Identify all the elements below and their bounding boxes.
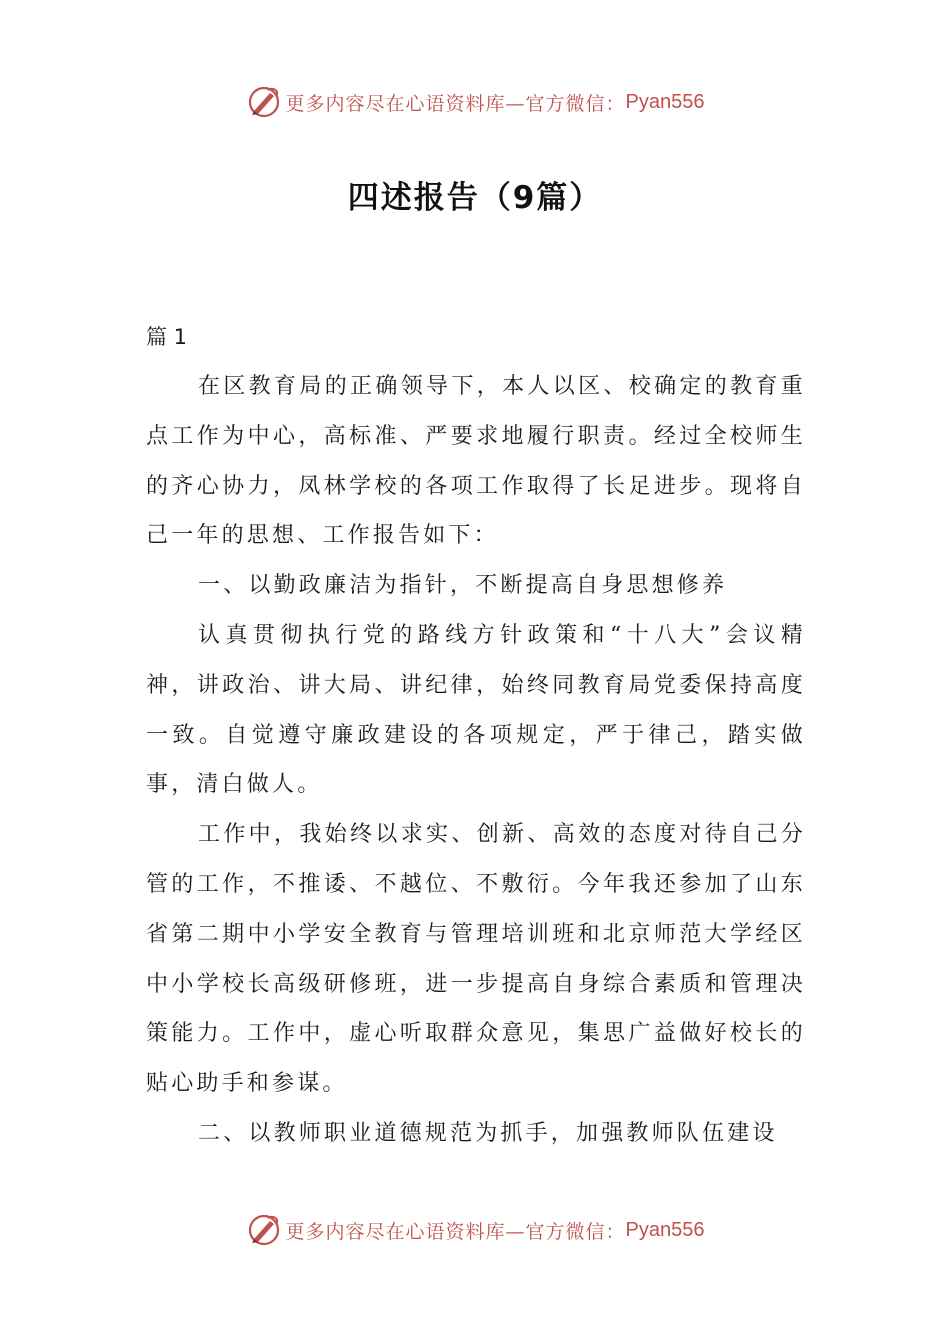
banner-text: 更多内容尽在心语资料库—官方微信： xyxy=(285,92,626,115)
banner-wechat-id: Pyan556 xyxy=(625,1218,705,1241)
section-label: 篇 1 xyxy=(146,325,188,349)
heading-section-one: 一、以勤政廉洁为指针，不断提高自身思想修养 xyxy=(198,573,728,599)
document-title: 四述报告（9篇） xyxy=(347,180,603,216)
paragraph-political-study: 认真贯彻执行党的路线方针政策和“十八大”会议精神，讲政治、讲大局、讲纪律，始终同教育局党委保持高度一致。自觉遵守廉政建设的各项规定，严于律己，踏实做事，清白做人。 xyxy=(146,622,806,798)
paragraph-work-attitude: 工作中，我始终以求实、创新、高效的态度对待自己分管的工作，不推诿、不越位、不敷衍。今年我还参加了山东省第二期中小学安全教育与管理培训班和北京师范大学经区中小学校长高级研修班，进一步提高自身综合素质和管理决策能力。工作中，虚心听取群众意见，集思广益做好校长的贴心助手和参谋。 xyxy=(146,822,806,1097)
banner-wechat-id: Pyan556 xyxy=(625,90,705,113)
footer-banner xyxy=(0,1210,950,1250)
heading-section-two: 二、以教师职业道德规范为抓手，加强教师队伍建设 xyxy=(198,1120,778,1146)
header-banner xyxy=(0,82,950,122)
paragraph-intro: 在区教育局的正确领导下，本人以区、校确定的教育重点工作为中心，高标准、严要求地履行职责。经过全校师生的齐心协力，凤林学校的各项工作取得了长足进步。现将自己一年的思想、工作报告如下： xyxy=(146,374,806,549)
document-body xyxy=(146,312,806,1159)
pen-logo-icon xyxy=(246,1212,282,1248)
banner-text: 更多内容尽在心语资料库—官方微信： xyxy=(285,1220,626,1243)
pen-logo-icon xyxy=(246,84,282,120)
